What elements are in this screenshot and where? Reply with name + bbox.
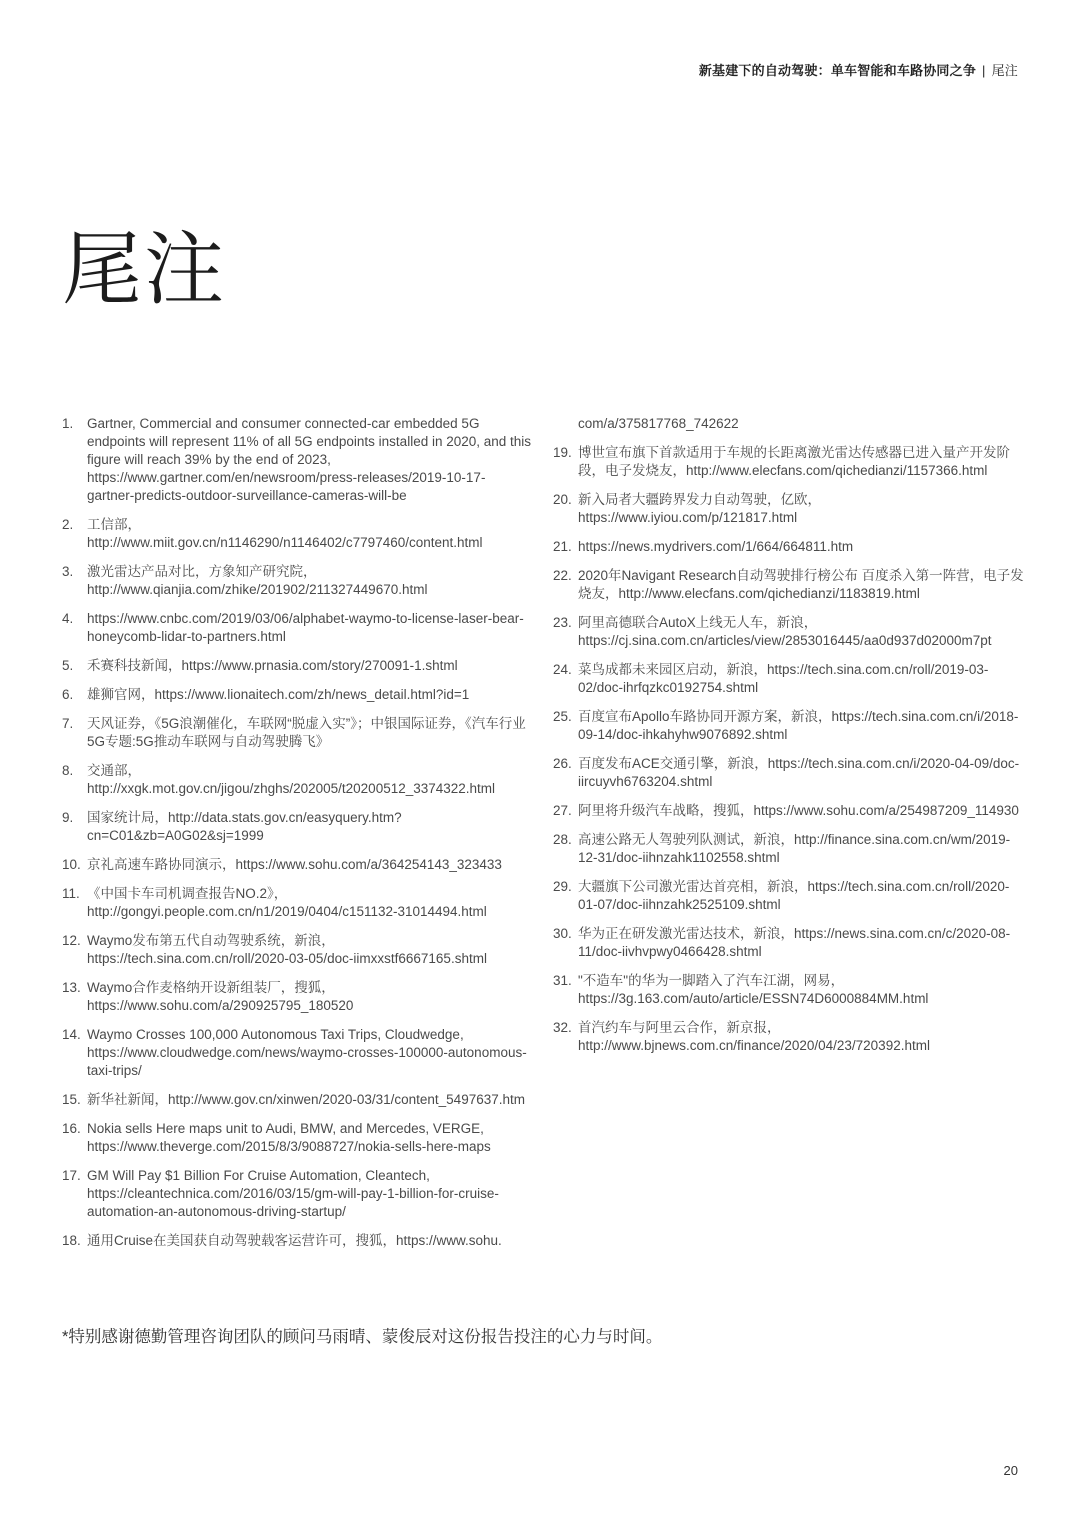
header-section: 尾注: [991, 63, 1018, 78]
endnote-number: 7.: [62, 716, 74, 731]
endnote-item: [62, 762, 532, 798]
endnote-text: 激光雷达产品对比，方象知产研究院，http://www.qianjia.com/zhike/201902/211327449670.html: [87, 564, 428, 597]
endnote-number: 5.: [62, 658, 74, 673]
endnote-number: 20.: [553, 492, 572, 507]
endnote-number: 29.: [553, 879, 572, 894]
endnote-number: 17.: [62, 1168, 81, 1183]
endnote-item: [62, 415, 532, 505]
endnote-number: 25.: [553, 709, 572, 724]
acknowledgement: *特别感谢德勤管理咨询团队的顾问马雨晴、蒙俊辰对这份报告投注的心力与时间。: [62, 1328, 663, 1346]
endnote-text: 禾赛科技新闻，https://www.prnasia.com/story/270091-1.shtml: [87, 658, 458, 673]
running-header: [699, 60, 1018, 79]
endnote-text: 交通部，http://xxgk.mot.gov.cn/jigou/zhghs/202005/t20200512_3374322.html: [87, 763, 496, 796]
endnote-item: [62, 686, 532, 704]
endnote-item: [62, 885, 532, 921]
endnote-item: [62, 563, 532, 599]
endnote-item: [62, 979, 532, 1015]
endnote-item: [553, 538, 1025, 556]
endnote-number: 30.: [553, 926, 572, 941]
endnote-text: 菜鸟成都未来园区启动，新浪，https://tech.sina.com.cn/roll/2019-03-02/doc-ihrfqzkc0192754.shtml: [578, 662, 989, 695]
endnote-number: 4.: [62, 611, 74, 626]
endnote-number: 18.: [62, 1233, 81, 1248]
endnote-text: 华为正在研发激光雷达技术，新浪，https://news.sina.com.cn/c/2020-08-11/doc-iivhvpwy0466428.shtml: [578, 926, 1011, 959]
endnote-number: 1.: [62, 416, 74, 431]
endnote-text: 首汽约车与阿里云合作，新京报，http://www.bjnews.com.cn/finance/2020/04/23/720392.html: [578, 1020, 930, 1053]
endnote-text: 阿里将升级汽车战略，搜狐，https://www.sohu.com/a/254987209_114930: [578, 803, 1019, 818]
endnote-text: 阿里高德联合AutoX上线无人车，新浪，https://cj.sina.com.cn/articles/view/2853016445/aa0d937d02000m7pt: [578, 615, 992, 648]
endnote-text: 《中国卡车司机调查报告NO.2》，http://gongyi.people.com.cn/n1/2019/0404/c151132-31014494.html: [87, 886, 487, 919]
endnote-item: [553, 878, 1025, 914]
endnote-text: 新华社新闻，http://www.gov.cn/xinwen/2020-03/31/content_5497637.htm: [87, 1092, 525, 1107]
endnote-continuation: com/a/375817768_742622: [578, 416, 739, 431]
endnotes-left-column: [62, 415, 532, 1261]
endnote-item: [62, 715, 532, 751]
endnote-item: [553, 972, 1025, 1008]
endnote-item: [62, 856, 532, 874]
endnote-text: 通用Cruise在美国获自动驾驶载客运营许可，搜狐，https://www.sohu.: [87, 1233, 502, 1248]
endnote-item: [553, 755, 1025, 791]
endnote-text: 百度发布ACE交通引擎，新浪，https://tech.sina.com.cn/i/2020-04-09/doc-iircuyvh6763204.shtml: [578, 756, 1020, 789]
page-title: 尾注: [62, 225, 226, 314]
endnote-item: [553, 661, 1025, 697]
endnote-number: 9.: [62, 810, 74, 825]
endnote-item: [553, 1019, 1025, 1055]
endnote-number: 10.: [62, 857, 81, 872]
endnote-number: 19.: [553, 445, 572, 460]
endnote-item: [553, 802, 1025, 820]
endnote-number: 21.: [553, 539, 572, 554]
endnote-number: 8.: [62, 763, 74, 778]
endnote-text: 国家统计局，http://data.stats.gov.cn/easyquery.htm?cn=C01&zb=A0G02&sj=1999: [87, 810, 402, 843]
endnote-text: Nokia sells Here maps unit to Audi, BMW, and Mercedes, VERGE, https://www.theverge.com/2015/8/3/9088727/nokia-sells-here-maps: [87, 1121, 491, 1154]
endnote-number: 22.: [553, 568, 572, 583]
endnote-item: [553, 925, 1025, 961]
page-number: 20: [1003, 1463, 1018, 1478]
endnote-text: 雄狮官网，https://www.lionaitech.com/zh/news_detail.html?id=1: [87, 687, 470, 702]
endnote-text: Gartner, Commercial and consumer connected-car embedded 5G endpoints will represent 11% of all 5G endpoints installed in 2020, and this figure will reach 39% by the end of 2023, https://www.gartner.com/en/newsroom/press-releases/2019-10-17-gartner-predicts-outdoor-surveillance-cameras-will-be: [87, 416, 532, 503]
endnote-text: Waymo发布第五代自动驾驶系统，新浪，https://tech.sina.com.cn/roll/2020-03-05/doc-iimxxstf6667165.shtml: [87, 933, 487, 966]
endnote-item: [553, 567, 1025, 603]
endnote-item: [62, 932, 532, 968]
endnote-text: 高速公路无人驾驶列队测试，新浪，http://finance.sina.com.cn/wm/2019-12-31/doc-iihnzahk1102558.shtml: [578, 832, 1011, 865]
endnote-number: 32.: [553, 1020, 572, 1035]
header-separator: |: [982, 63, 986, 78]
endnote-text: 新入局者大疆跨界发力自动驾驶，亿欧，https://www.iyiou.com/p/121817.html: [578, 492, 821, 525]
endnote-text: https://news.mydrivers.com/1/664/664811.htm: [578, 539, 854, 554]
endnote-item: [553, 614, 1025, 650]
endnote-item: [62, 1091, 532, 1109]
endnote-text: 京礼高速车路协同演示，https://www.sohu.com/a/364254143_323433: [87, 857, 502, 872]
endnote-text: Waymo Crosses 100,000 Autonomous Taxi Trips, Cloudwedge, https://www.cloudwedge.com/news/waymo-crosses-100000-autonomous-taxi-trips/: [87, 1027, 527, 1078]
endnote-item: [62, 1120, 532, 1156]
endnote-text: https://www.cnbc.com/2019/03/06/alphabet-waymo-to-license-laser-bear-honeycomb-lidar-to-partners.html: [87, 611, 524, 644]
endnote-item: [62, 610, 532, 646]
endnote-number: 15.: [62, 1092, 81, 1107]
endnote-number: 13.: [62, 980, 81, 995]
endnote-number: 28.: [553, 832, 572, 847]
endnote-number: 14.: [62, 1027, 81, 1042]
endnote-text: 2020年Navigant Research自动驾驶排行榜公布 百度杀入第一阵营，电子发烧友，http://www.elecfans.com/qichedianzi/1183819.html: [578, 568, 1024, 601]
endnote-item: [553, 491, 1025, 527]
endnote-text: 百度宣布Apollo车路协同开源方案，新浪，https://tech.sina.com.cn/i/2018-09-14/doc-ihkahyhw9076892.shtml: [578, 709, 1019, 742]
endnote-item: [553, 444, 1025, 480]
endnote-item: [62, 809, 532, 845]
endnote-number: 16.: [62, 1121, 81, 1136]
endnote-number: 12.: [62, 933, 81, 948]
endnote-number: 27.: [553, 803, 572, 818]
endnote-item: [62, 1026, 532, 1080]
endnote-item: [553, 708, 1025, 744]
endnote-item: [62, 1232, 532, 1250]
endnote-number: 23.: [553, 615, 572, 630]
endnote-text: Waymo合作麦格纳开设新组装厂，搜狐，https://www.sohu.com/a/290925795_180520: [87, 980, 354, 1013]
endnote-text: 天风证券，《5G浪潮催化，车联网“脱虚入实”》；中银国际证券，《汽车行业5G专题:5G推动车联网与自动驾驶腾飞》: [87, 716, 526, 749]
endnote-number: 11.: [62, 886, 80, 901]
endnote-text: 大疆旗下公司激光雷达首亮相，新浪，https://tech.sina.com.cn/roll/2020-01-07/doc-iihnzahk2525109.shtml: [578, 879, 1010, 912]
endnote-number: 6.: [62, 687, 74, 702]
endnote-text: 博世宣布旗下首款适用于车规的长距离激光雷达传感器已进入量产开发阶段，电子发烧友，http://www.elecfans.com/qichedianzi/1157366.html: [578, 445, 1010, 478]
endnote-item: [62, 657, 532, 675]
endnote-text: GM Will Pay $1 Billion For Cruise Automation, Cleantech, https://cleantechnica.com/2016/03/15/gm-will-pay-1-billion-for-cruise-automation-an-autonomous-driving-startup/: [87, 1168, 499, 1219]
endnote-number: 31.: [553, 973, 572, 988]
endnote-number: 26.: [553, 756, 572, 771]
endnote-number: 24.: [553, 662, 572, 677]
endnote-item: [62, 516, 532, 552]
endnote-text: "不造车"的华为一脚踏入了汽车江湖，网易，https://3g.163.com/auto/article/ESSN74D6000884MM.html: [578, 973, 929, 1006]
report-title: 新基建下的自动驾驶：单车智能和车路协同之争: [698, 63, 977, 78]
endnote-text: 工信部，http://www.miit.gov.cn/n1146290/n1146402/c7797460/content.html: [87, 517, 483, 550]
endnotes-right-column: [553, 415, 1025, 1066]
endnote-item: [553, 831, 1025, 867]
endnote-item: [62, 1167, 532, 1221]
endnote-number: 2.: [62, 517, 74, 532]
endnote-number: 3.: [62, 564, 74, 579]
